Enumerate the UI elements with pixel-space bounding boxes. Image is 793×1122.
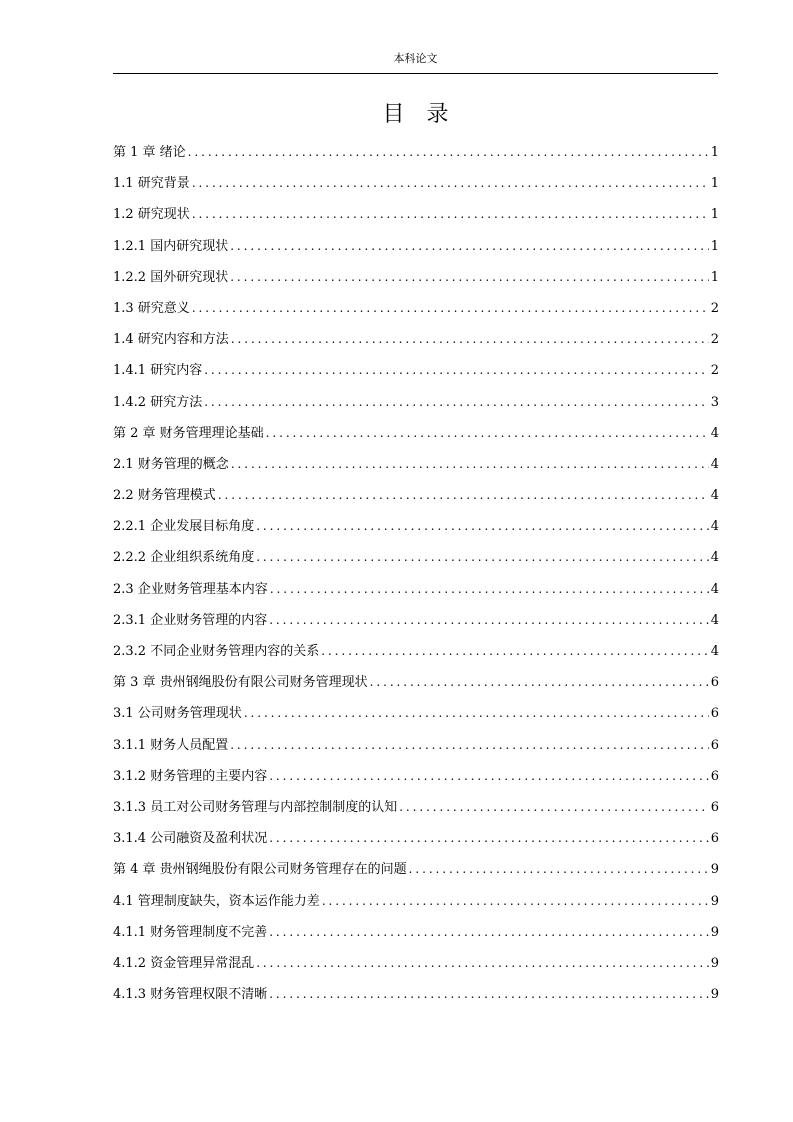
toc-entry-label: 1.2.2 国外研究现状: [113, 269, 229, 285]
toc-entry-label: 第 3 章 贵州钢绳股份有限公司财务管理现状: [113, 675, 368, 691]
toc-entry[interactable]: [113, 387, 719, 418]
toc-entry-page-number: 2: [710, 363, 719, 379]
toc-dot-leader: [244, 698, 709, 729]
toc-entry[interactable]: [113, 698, 719, 729]
toc-entry-label: 3.1.1 财务人员配置: [113, 737, 229, 753]
toc-dot-leader: [270, 574, 709, 605]
toc-entry-label: 2.3.1 企业财务管理的内容: [113, 612, 268, 628]
toc-dot-leader: [218, 480, 709, 511]
toc-entry-page-number: 4: [710, 612, 719, 628]
toc-entry-page-number: 1: [710, 145, 719, 160]
toc-entry-page-number: 9: [710, 893, 719, 909]
toc-entry[interactable]: [113, 418, 719, 449]
toc-entry-page-number: 6: [710, 799, 719, 815]
toc-entry-label: 3.1.4 公司融资及盈利状况: [113, 831, 268, 847]
toc-dot-leader: [192, 293, 709, 324]
toc-entry-label: 3.1 公司财务管理现状: [113, 706, 242, 722]
toc-entry-page-number: 2: [710, 332, 719, 348]
toc-entry[interactable]: [113, 199, 719, 230]
toc-entry-label: 3.1.3 员工对公司财务管理与内部控制制度的认知: [113, 799, 398, 815]
toc-entry[interactable]: [113, 917, 719, 948]
toc-entry[interactable]: [113, 979, 719, 1010]
toc-title: 目录: [382, 102, 471, 127]
toc-dot-leader: [230, 262, 709, 293]
toc-entry-label: 第 1 章 绪论: [113, 145, 186, 160]
toc-entry-label: 2.3.2 不同企业财务管理内容的关系: [113, 644, 320, 659]
toc-entry-page-number: 6: [710, 675, 719, 691]
toc-entry-page-number: 9: [710, 955, 719, 971]
toc-entry[interactable]: [113, 449, 719, 480]
toc-dot-leader: [256, 542, 709, 573]
toc-entry-page-number: 1: [710, 207, 719, 223]
toc-entry-page-number: 9: [710, 924, 719, 940]
toc-dot-leader: [269, 761, 709, 792]
toc-entry-page-number: 6: [710, 737, 719, 753]
toc-entry[interactable]: [113, 854, 719, 885]
toc-entry-label: 4.1 管理制度缺失，资本运作能力差: [113, 893, 320, 909]
toc-entry-page-number: 2: [710, 300, 719, 316]
toc-entry[interactable]: [113, 231, 719, 262]
toc-dot-leader: [204, 387, 709, 418]
toc-entry-label: 第 4 章 贵州钢绳股份有限公司财务管理存在的问题: [113, 862, 407, 878]
toc-dot-leader: [230, 730, 709, 761]
toc-entry-label: 4.1.2 资金管理异常混乱: [113, 955, 255, 971]
toc-dot-leader: [204, 355, 709, 386]
toc-entry-label: 2.1 财务管理的概念: [113, 456, 229, 472]
toc-dot-leader: [192, 168, 709, 199]
toc-entry[interactable]: [113, 730, 719, 761]
toc-entry[interactable]: [113, 542, 719, 573]
toc-entry-label: 2.2.2 企业组织系统角度: [113, 550, 255, 566]
toc-dot-leader: [370, 667, 709, 698]
toc-entry-label: 1.4 研究内容和方法: [113, 332, 229, 348]
toc-entry-label: 1.2.1 国内研究现状: [113, 238, 229, 254]
toc-dot-leader: [231, 449, 709, 480]
toc-dot-leader: [192, 199, 709, 230]
toc-entry-label: 1.4.2 研究方法: [113, 394, 203, 410]
toc-entry[interactable]: [113, 480, 719, 511]
toc-entry[interactable]: [113, 574, 719, 605]
toc-entry-label: 2.3 企业财务管理基本内容: [113, 581, 268, 597]
toc-entry-page-number: 6: [710, 831, 719, 847]
toc-entry[interactable]: [113, 636, 719, 667]
toc-entry-label: 4.1.1 财务管理制度不完善: [113, 924, 268, 940]
toc-entry-label: 1.4.1 研究内容: [113, 363, 203, 379]
toc-dot-leader: [188, 137, 709, 168]
toc-entry-page-number: 4: [710, 644, 719, 659]
toc-entry[interactable]: [113, 761, 719, 792]
toc-dot-leader: [230, 231, 709, 262]
toc-entry-label: 1.1 研究背景: [113, 176, 190, 192]
toc-entry-page-number: 1: [710, 176, 719, 192]
toc-entry[interactable]: [113, 823, 719, 854]
toc-entry[interactable]: [113, 667, 719, 698]
toc-entry-label: 1.2 研究现状: [113, 207, 190, 223]
toc-dot-leader: [231, 324, 709, 355]
toc-entry[interactable]: [113, 948, 719, 979]
toc-entry-page-number: 1: [710, 269, 719, 285]
toc-entry[interactable]: [113, 137, 719, 168]
toc-entry[interactable]: [113, 605, 719, 636]
toc-dot-leader: [269, 979, 709, 1010]
toc-entry-page-number: 3: [710, 394, 719, 410]
toc-dot-leader: [269, 605, 709, 636]
toc-entry-page-number: 4: [710, 550, 719, 566]
toc-dot-leader: [399, 792, 709, 823]
toc-dot-leader: [321, 636, 709, 667]
toc-entry-page-number: 9: [710, 862, 719, 878]
toc-entry-page-number: 4: [710, 425, 719, 441]
toc-entry[interactable]: [113, 324, 719, 355]
toc-entry-page-number: 6: [710, 706, 719, 722]
toc-dot-leader: [269, 823, 709, 854]
toc-dot-leader: [322, 886, 709, 917]
toc-entry-label: 1.3 研究意义: [113, 300, 190, 316]
toc-dot-leader: [266, 418, 709, 449]
table-of-contents: [113, 137, 719, 1010]
toc-entry-page-number: 4: [710, 488, 719, 504]
toc-entry-page-number: 4: [710, 456, 719, 472]
toc-entry[interactable]: [113, 511, 719, 542]
toc-entry-label: 3.1.2 财务管理的主要内容: [113, 768, 268, 784]
toc-entry-page-number: 9: [710, 987, 719, 1003]
toc-entry[interactable]: [113, 262, 719, 293]
toc-entry[interactable]: [113, 168, 719, 199]
toc-dot-leader: [256, 948, 709, 979]
toc-entry-page-number: 1: [710, 238, 719, 254]
toc-entry-label: 2.2.1 企业发展目标角度: [113, 519, 255, 535]
header-divider: [113, 73, 718, 74]
toc-dot-leader: [256, 511, 709, 542]
running-header: 本科论文: [393, 52, 438, 65]
toc-entry-label: 第 2 章 财务管理理论基础: [113, 425, 264, 441]
toc-entry[interactable]: [113, 293, 719, 324]
toc-entry[interactable]: [113, 355, 719, 386]
toc-entry-label: 4.1.3 财务管理权限不清晰: [113, 987, 268, 1003]
toc-entry-page-number: 4: [710, 519, 719, 535]
toc-entry-page-number: 6: [710, 768, 719, 784]
toc-entry[interactable]: [113, 792, 719, 823]
toc-entry-label: 2.2 财务管理模式: [113, 488, 216, 504]
toc-dot-leader: [409, 854, 709, 885]
toc-entry[interactable]: [113, 886, 719, 917]
toc-entry-page-number: 4: [710, 581, 719, 597]
toc-dot-leader: [269, 917, 709, 948]
